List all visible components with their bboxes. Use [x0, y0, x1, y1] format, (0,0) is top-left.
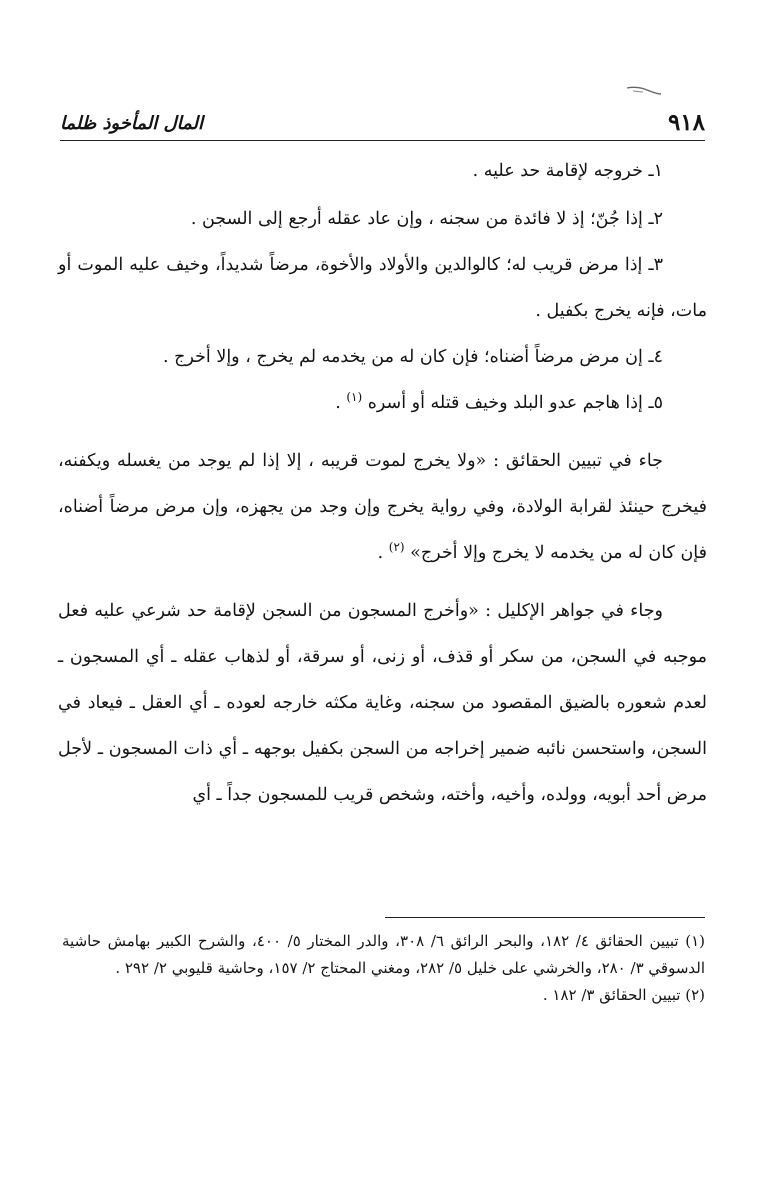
- footnote-separator: [385, 917, 705, 918]
- footnotes: [62, 928, 705, 1009]
- running-title: المال المأخوذ ظلما: [60, 113, 203, 134]
- quote-paragraph: وجاء في جواهر الإكليل : «وأخرج المسجون من السجن لإقامة حد شرعي عليه فعل موجبه في السجن، من سكر أو قذف، أو زنى، أو سرقة، أو لذهاب عقله ـ أي المسجون ـ لعدم شعوره بالضيق المقصود من سجنه، وغاية مكثه خارجه لعوده ـ أي العقل ـ فيعاد في السجن، واستحسن نائبه ضمير إخراجه من السجن بكفيل بوجهه ـ أي ذات المسجون ـ لأجل مرض أحد أبويه، وولده، وأخيه، وأخته، وشخص قريب للمسجون جداً ـ أي: [58, 601, 707, 805]
- page-header: [60, 104, 705, 141]
- footnote: (٢) تبيين الحقائق ٣/ ١٨٢ .: [542, 986, 705, 1004]
- list-item: ٤ـ إن مرض مرضاً أضناه؛ فإن كان له من يخدمه لم يخرج ، وإلا أخرج .: [163, 347, 663, 367]
- list-item: ١ـ خروجه لإقامة حد عليه .: [472, 161, 663, 181]
- scan-mark: [625, 85, 663, 97]
- footnote-ref: (١): [346, 390, 363, 405]
- list-item: ٢ـ إذا جُنّ؛ إذ لا فائدة من سجنه ، وإن عاد عقله أرجع إلى السجن .: [190, 209, 663, 229]
- list-item: ٣ـ إذا مرض قريب له؛ كالوالدين والأولاد والأخوة، مرضاً شديداً، وخيف عليه الموت أو مات، فإنه يخرج بكفيل .: [58, 255, 707, 321]
- quote-paragraph: جاء في تبيين الحقائق : «ولا يخرج لموت قريبه ، إلا إذا لم يوجد من يغسله ويكفنه، فيخرج حينئذ لقرابة الولادة، وفي رواية يخرج وإن وجد من يجهزه، وإن مرض مرضاً أضناه، فإن كان له من يخدمه لا يخرج وإلا أخرج» $^{(٢)}$ .: [58, 451, 707, 563]
- main-text: [58, 148, 707, 818]
- numbered-list: [58, 148, 707, 426]
- list-item: ٥ـ إذا هاجم عدو البلد وخيف قتله أو أسره $^{(١)}$ .: [335, 390, 663, 413]
- footnote: (١) تبيين الحقائق ٤/ ١٨٢، والبحر الرائق ٦/ ٣٠٨، والدر المختار ٥/ ٤٠٠، والشرح الكبير بهامش حاشية الدسوقي ٣/ ٢٨٠، والخرشي على خليل ٥/ ٢٨٢، ومغني المحتاج ٢/ ١٥٧، وحاشية قليوبي ٢/ ٢٩٢ .: [62, 932, 706, 977]
- footnote-ref: (٢): [388, 540, 405, 555]
- page-number: ٩١٨: [667, 109, 705, 136]
